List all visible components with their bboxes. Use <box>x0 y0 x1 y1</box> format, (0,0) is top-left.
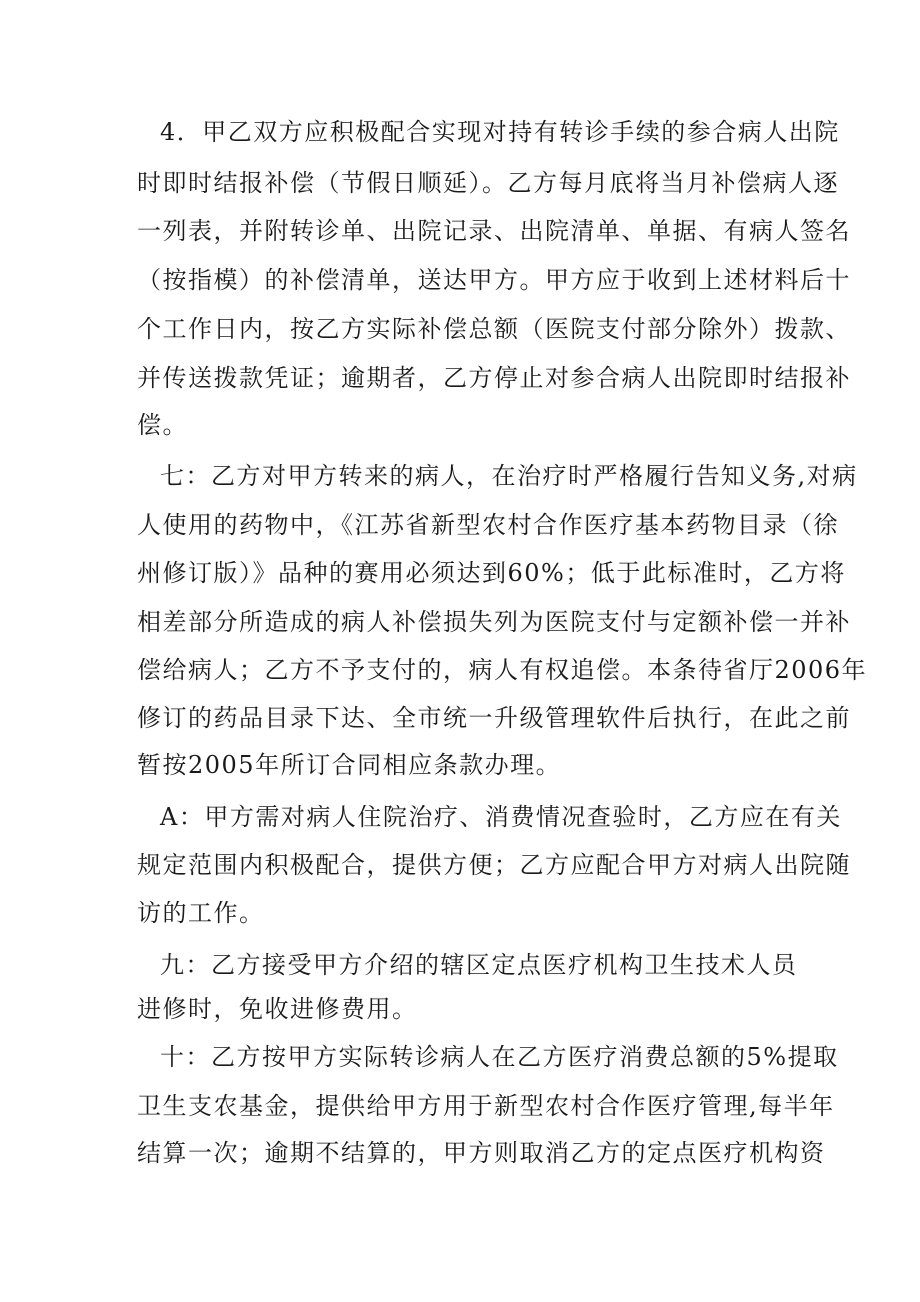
paragraph-2-line-1: 七：乙方对甲方转来的病人，在治疗时严格履行告知义务,对病 <box>160 462 858 490</box>
paragraph-1-line-3: 一列表，并附转诊单、出院记录、出院清单、单据、有病人签名 <box>137 217 851 245</box>
paragraph-3-line-2: 规定范围内积极配合，提供方便；乙方应配合甲方对病人出院随 <box>137 851 851 879</box>
paragraph-1-line-5: 个工作日内，按乙方实际补偿总额（医院支付部分除外）拨款、 <box>137 315 851 343</box>
paragraph-2-line-3: 州修订版）》品种的赛用必须达到60%；低于此标准时，乙方将 <box>137 559 846 587</box>
paragraph-2-line-5: 偿给病人；乙方不予支付的，病人有权追偿。本条待省厅2006年 <box>137 656 868 684</box>
paragraph-1-line-4: （按指模）的补偿清单，送达甲方。甲方应于收到上述材料后十 <box>137 266 851 294</box>
paragraph-2-line-2: 人使用的药物中，《江苏省新型农村合作医疗基本药物目录（徐 <box>137 511 839 539</box>
paragraph-4-line-1: 九：乙方接受甲方介绍的辖区定点医疗机构卫生技术人员 <box>160 951 798 979</box>
paragraph-3-line-1: A：甲方需对病人住院治疗、消费情况查验时，乙方应在有关 <box>160 803 842 831</box>
paragraph-2-line-4: 相差部分所造成的病人补偿损失列为医院支付与定额补偿一并补 <box>137 608 851 636</box>
paragraph-5-line-2: 卫生支农基金，提供给甲方用于新型农村合作医疗管理,每半年 <box>137 1092 835 1120</box>
paragraph-1-line-2: 时即时结报补偿（节假日顺延）。乙方每月底将当月补偿病人逐 <box>137 169 839 197</box>
paragraph-2-line-6: 修订的药品目录下达、全市统一升级管理软件后执行，在此之前 <box>137 704 851 732</box>
paragraph-1-line-7: 偿。 <box>137 411 188 439</box>
paragraph-3-line-3: 访的工作。 <box>137 899 265 927</box>
paragraph-2-line-7: 暂按2005年所订合同相应条款办理。 <box>137 751 562 779</box>
paragraph-1-line-1: 4．甲乙双方应积极配合实现对持有转诊手续的参合病人出院 <box>160 118 840 146</box>
paragraph-5-line-1: 十：乙方按甲方实际转诊病人在乙方医疗消费总额的5%提取 <box>160 1043 839 1071</box>
paragraph-5-line-3: 结算一次；逾期不结算的，甲方则取消乙方的定点医疗机构资 <box>137 1139 826 1167</box>
paragraph-4-line-2: 进修时，免收进修费用。 <box>137 995 418 1023</box>
paragraph-1-line-6: 并传送拨款凭证；逾期者，乙方停止对参合病人出院即时结报补 <box>137 364 851 392</box>
